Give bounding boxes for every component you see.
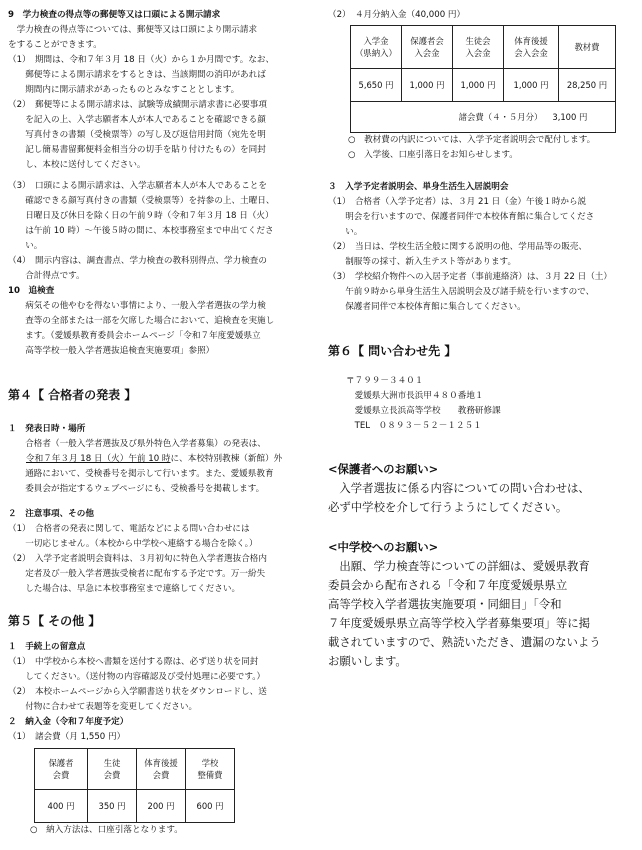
section-4-note-2-line: （2） 入学予定者説明会資料は、３月初旬に特色入学者選抜合格内 <box>8 554 267 564</box>
section-10-line: 査等の全部または一部を欠席した場合において、追検査を実施し <box>8 316 275 326</box>
section-4-note-2-line: 定者及び一般入学者選抜受検者に配布する予定です。万一紛失 <box>8 569 266 579</box>
section-5-note-1-line: してください。（送付物の内容確認及び受付処理に必要です。） <box>8 672 266 682</box>
briefing-item-2-line: （2） 当日は、学校生活全般に関する説明の他、学用品等の販売、 <box>328 242 587 252</box>
table-cell: 350 円 <box>88 790 137 823</box>
briefing-item-1-line: い。 <box>328 227 363 237</box>
section-6 <box>328 342 501 434</box>
announcement-datetime: 令和７年３月 18 日（火）午前 10 時 <box>26 454 171 464</box>
table-header-cell: 体育後援 会入会金 <box>504 26 559 69</box>
briefing-item-1-line: （1） 合格者（入学予定者）は、３月 21 日（金）午後１時から説 <box>328 197 587 207</box>
section-4-note-1-line: （1） 合格者の発表に関して、電話などによる問い合わせには <box>8 524 250 534</box>
guardians-request-line: 必ず中学校を介して行うようにしてください。 <box>328 500 568 514</box>
fees-note: ○ 教材費の内訳については、入学予定者説明会で配付します。 <box>348 135 596 145</box>
briefing-item-3-line: 保護者同伴で本校体育館に集合してください。 <box>328 302 526 312</box>
guardians-request-title: <保護者へのお願い> <box>328 462 439 476</box>
section-9-intro-2: をすることができます。 <box>8 40 102 50</box>
table-header-cell: 保護者 会費 <box>35 749 88 790</box>
section-9-item-2-line: 写真付きの書類（受検票等）の写し及び返信用封筒（宛先を明 <box>8 130 266 140</box>
address-line: 愛媛県大洲市長浜甲４８０番地１ <box>346 391 484 401</box>
section-5-note-2-line: 付物に合わせて表題等を変更してください。 <box>8 702 198 712</box>
section-5-title: 第５【 その他 】 <box>8 614 101 628</box>
school-department: 愛媛県立長浜高等学校 教務研修課 <box>346 406 501 416</box>
table-header-cell: 学校 整備費 <box>186 749 235 790</box>
table-cell: 28,250 円 <box>559 69 616 102</box>
section-9-item-2-line: 記し簡易書留郵便料金相当分の切手を貼り付けたもの）を同封 <box>8 145 266 155</box>
section-4-heading-1: １ 発表日時・場所 <box>8 424 86 434</box>
section-5-heading-2: ２ 納入金（令和７年度予定） <box>8 717 129 727</box>
table-header-cell: 教材費 <box>559 26 616 69</box>
section-4-para-line: に、本校特別教棟（新館）外 <box>170 454 283 464</box>
briefing-item-3-line: （3） 学校紹介物件への入居予定者（事前連絡済）は、３月 22 日（土） <box>328 272 612 282</box>
table-cell: 400 円 <box>35 790 88 823</box>
section-5-note-2-line: （2） 本校ホームページから入学願書送り状をダウンロードし、送 <box>8 687 267 697</box>
request-to-guardians <box>328 460 590 517</box>
fees-subheading-2: （2） ４月分納入金（40,000 円） <box>328 10 466 20</box>
monthly-fees-table <box>34 748 235 823</box>
table-cell: 1,000 円 <box>453 69 504 102</box>
table-cell: 5,650 円 <box>351 69 402 102</box>
section-10-line: ます。（愛媛県教育委員会ホームページ「令和７年度愛媛県立 <box>8 331 261 341</box>
section-9-item-2-line: し、本校に送付してください。 <box>8 160 146 170</box>
section-9 <box>8 8 274 284</box>
table-cell: 200 円 <box>137 790 186 823</box>
junior-high-request-line: 出願、学力検査等についての詳細は、愛媛県教育 <box>328 559 590 573</box>
section-4-note-1-line: 一切応じません。（本校から中学校へ連絡する場合を除く。） <box>8 539 258 549</box>
section-4-title: 第４【 合格者の発表 】 <box>8 388 137 402</box>
section-9-item-2-line: を記入の上、入学志願者本人が本人であることを確認できる顔 <box>8 115 266 125</box>
junior-high-request-title: <中学校へのお願い> <box>328 540 439 554</box>
table-header-cell: 体育後援 会費 <box>137 749 186 790</box>
total-row <box>351 102 616 133</box>
section-4-note-2-line: した場合は、早急に本校事務室まで連絡してください。 <box>8 584 241 594</box>
section-3-heading: ３ 入学予定者説明会、単身生活生入居説明会 <box>328 182 509 192</box>
briefing-item-3-line: 午前９時から単身生活生入居説明会及び諸手続を行いますので、 <box>328 287 595 297</box>
section-10-heading: 10 追検査 <box>8 286 55 296</box>
junior-high-request-line: ７年度愛媛県県立高等学校入学者募集要項」等に掲 <box>328 616 590 630</box>
section-9-item-3-line: （3） 口頭による開示請求は、入学志願者本人が本人であることを <box>8 181 267 191</box>
junior-high-request-line: お願いします。 <box>328 654 407 668</box>
briefing-item-2-line: 制服等の採寸、新入生テスト等があります。 <box>328 257 517 267</box>
postal-code: 〒７９９－３４０１ <box>346 376 424 386</box>
table-header-cell: 生徒会 入会金 <box>453 26 504 69</box>
fees-subheading-1: （1） 諸会費（月 1,550 円） <box>8 732 126 742</box>
section-4-para-line: 通路において、受検番号を掲示して行います。また、愛媛県教育 <box>8 469 274 479</box>
section-6-title: 第６【 問い合わせ先 】 <box>328 344 457 358</box>
section-5 <box>8 612 267 838</box>
section-9-heading: 9 学力検査の得点等の郵便等又は口頭による開示請求 <box>8 10 221 20</box>
table-header-cell: 保護者会 入会金 <box>402 26 453 69</box>
section-10-line: 高等学校一般入学者選抜追検査実施要項」参照） <box>8 346 215 356</box>
briefing-item-1-line: 明会を行いますので、保護者同伴で本校体育館に集合してくださ <box>328 212 595 222</box>
section-9-item-3-line: 日曜日及び休日を除く日の午前９時（令和７年３月 18 日（火） <box>8 211 274 221</box>
table-header-cell: 生徒 会費 <box>88 749 137 790</box>
payment-method-note: ○ 納入方法は、口座引落となります。 <box>30 825 183 835</box>
total-value: 3,100 円 <box>552 112 588 122</box>
guardians-request-line: 入学者選抜に係る内容についての問い合わせは、 <box>328 481 590 495</box>
section-4-para-line: 委員会が指定するウェブページにも、受検番号を掲載します。 <box>8 484 265 494</box>
table-header-cell: 入学金 （県納入） <box>351 26 402 69</box>
phone-number: TEL ０８９３－５２－１２５１ <box>346 421 482 431</box>
section-3-briefing <box>328 180 612 315</box>
section-4 <box>8 386 282 597</box>
request-to-junior-high <box>328 538 601 671</box>
junior-high-request-line: 委員会から配布される「令和７年度愛媛県県立 <box>328 578 568 592</box>
total-label: 諸会費（４・５月分） <box>458 112 543 122</box>
section-10-line: 病気その他やむを得ない事情により、一般入学者選抜の学力検 <box>8 301 266 311</box>
table-cell: 1,000 円 <box>504 69 559 102</box>
table-cell: 1,000 円 <box>402 69 453 102</box>
fees-note: ○ 入学後、口座引落日をお知らせします。 <box>348 150 518 160</box>
section-4-heading-2: ２ 注意事項、その他 <box>8 509 94 519</box>
junior-high-request-line: 載されていますので、熟読いただき、遺漏のないよう <box>328 635 601 649</box>
section-9-item-1-line: （1） 期間は、令和７年３月 18 日（火）から１か月間です。なお、 <box>8 55 275 65</box>
section-9-item-2-line: （2） 郵便等による開示請求は、試験等成績開示請求書に必要事項 <box>8 100 267 110</box>
section-4-para-line: 合格者（一般入学者選抜及び県外特色入学者募集）の発表は、 <box>8 439 266 449</box>
section-9-item-3-line: 確認できる顔写真付きの書類（受検票等）を持参の上、土曜日、 <box>8 196 275 206</box>
section-9-item-1-line: 郵便等による開示請求をするときは、当該期間の消印があれば <box>8 70 266 80</box>
section-9-item-4-line: （4） 開示内容は、調査書点、学力検査の教科別得点、学力検査の <box>8 256 267 266</box>
april-fees-table <box>350 25 616 133</box>
junior-high-request-line: 高等学校入学者選抜実施要項・同細目」「令和 <box>328 597 562 611</box>
section-10 <box>8 284 274 359</box>
section-5-note-1-line: （1） 中学校から本校へ書類を送付する際は、必ず送り状を同封 <box>8 657 259 667</box>
table-cell: 600 円 <box>186 790 235 823</box>
section-5-heading-1: １ 手続上の留意点 <box>8 642 86 652</box>
section-9-item-3-line: い。 <box>8 241 43 251</box>
section-9-intro-1: 学力検査の得点等については、郵便等又は口頭により開示請求 <box>8 25 258 35</box>
section-9-item-4-line: 合計得点です。 <box>8 271 85 281</box>
section-9-item-3-line: は午前 10 時）～午後５時の間に、本校事務室まで申出てくださ <box>8 226 274 236</box>
section-9-item-1-line: 期間内に開示請求があったものとみなすこととします。 <box>8 85 240 95</box>
